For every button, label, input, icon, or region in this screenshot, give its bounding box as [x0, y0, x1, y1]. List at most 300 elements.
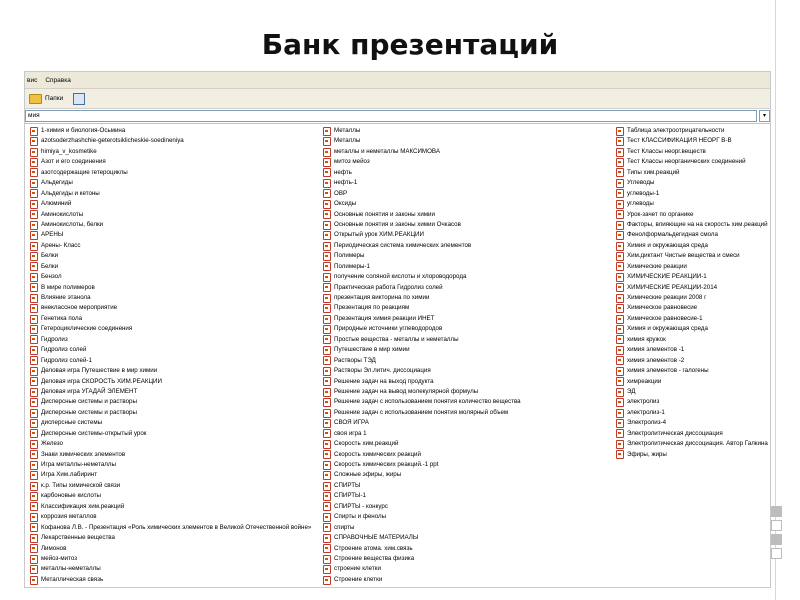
file-item-label: Знаки химических элементов	[41, 450, 126, 458]
file-item-label: Фенолформальдегидная смола	[627, 231, 718, 239]
file-item[interactable]	[616, 210, 768, 220]
presentation-file-icon	[30, 283, 38, 292]
file-item[interactable]	[616, 429, 768, 439]
file-item[interactable]	[323, 470, 521, 480]
file-item-label: Деловая игра СКОРОСТЬ ХИМ.РЕАКЦИИ	[41, 377, 162, 385]
presentation-file-icon	[616, 325, 624, 334]
file-item-label: азотсодержащие гетероциклы	[41, 168, 128, 176]
file-item[interactable]	[30, 439, 311, 449]
file-item[interactable]	[616, 314, 768, 324]
file-item[interactable]	[616, 147, 768, 157]
file-item[interactable]	[616, 377, 768, 387]
file-item-label: 1-химия и биология-Осьмина	[41, 127, 126, 134]
file-item-label: ЭД	[627, 387, 636, 395]
file-item-label: Эфиры, жиры	[627, 450, 667, 458]
file-item[interactable]	[323, 450, 521, 460]
file-item[interactable]	[30, 533, 311, 543]
presentation-file-icon	[30, 189, 38, 198]
file-item[interactable]	[323, 564, 521, 574]
presentation-file-icon	[616, 294, 624, 303]
file-item-label: Аминокислоты	[41, 210, 84, 218]
file-item-label: azotsoderzhashchie-geterotsiklicheskie-soedineniya	[41, 137, 184, 145]
presentation-file-icon	[616, 200, 624, 209]
file-item[interactable]	[30, 335, 311, 345]
file-item[interactable]	[30, 314, 311, 324]
presentation-file-icon	[30, 335, 38, 344]
presentation-file-icon	[323, 440, 331, 449]
file-item[interactable]	[323, 366, 521, 376]
file-item[interactable]	[323, 210, 521, 220]
file-item-label: Решение задач на выход продукта	[334, 377, 434, 385]
file-item[interactable]	[323, 387, 521, 397]
file-item-label: Химические реакции	[627, 262, 687, 270]
file-item[interactable]	[30, 324, 311, 334]
file-item-label: Строение вещества физика	[334, 554, 415, 562]
address-dropdown-button[interactable]: ▾	[759, 110, 770, 122]
file-item-label: Влияние этанола	[41, 294, 91, 301]
file-item[interactable]	[323, 283, 521, 293]
file-item-label: Деловая игра УГАДАЙ ЭЛЕМЕНТ	[41, 387, 138, 395]
file-item[interactable]	[30, 345, 311, 355]
presentation-file-icon	[323, 492, 331, 501]
presentation-file-icon	[30, 200, 38, 209]
file-item-label: Строение клетки	[334, 575, 383, 583]
presentation-file-icon	[30, 544, 38, 553]
presentation-file-icon	[616, 419, 624, 428]
file-item-label: Кофанова Л.В. - Презентация «Роль химических элементов в Великой Отечественной войне»	[41, 523, 312, 531]
toolbar	[25, 89, 770, 109]
file-item-label: В мире полимеров	[41, 283, 95, 291]
file-item[interactable]	[30, 481, 311, 491]
file-item-label: химреакции	[627, 377, 662, 385]
file-item[interactable]	[616, 439, 768, 449]
file-item-label: строение клетки	[334, 565, 381, 573]
presentation-file-icon	[616, 409, 624, 418]
file-item-label: Полимеры-1	[334, 262, 370, 270]
file-item[interactable]	[616, 241, 768, 251]
file-item-label: Гидролиз солей	[41, 346, 87, 354]
file-item-label: Презентация химия реакции ИНЕТ	[334, 314, 435, 322]
presentation-file-icon	[323, 398, 331, 407]
file-item-label: ХИМИЧЕСКИЕ РЕАКЦИИ-2014	[627, 283, 718, 291]
file-item-label: himiya_v_kosmetike	[41, 147, 97, 155]
file-item[interactable]	[616, 418, 768, 428]
file-item-label: Металлическая связь	[41, 575, 104, 583]
presentation-file-icon	[30, 565, 38, 574]
file-item[interactable]	[30, 418, 311, 428]
file-item[interactable]	[323, 314, 521, 324]
address-bar	[25, 109, 770, 124]
file-item[interactable]	[616, 157, 768, 167]
menu-item-service[interactable]: вис	[27, 76, 38, 84]
file-item[interactable]	[323, 345, 521, 355]
file-item[interactable]	[616, 293, 768, 303]
file-item[interactable]	[323, 491, 521, 501]
file-item[interactable]	[616, 283, 768, 293]
file-item[interactable]	[616, 178, 768, 188]
file-item[interactable]	[30, 147, 311, 157]
presentation-file-icon	[323, 461, 331, 470]
file-item-label: Игра металлы-неметаллы	[41, 461, 116, 468]
file-item-label: Химия и окружающая среда	[627, 241, 708, 249]
presentation-file-icon	[616, 242, 624, 251]
file-item-label: Строение атома. хим.связь	[334, 544, 413, 552]
file-item-label: химия элементов -2	[627, 356, 685, 364]
file-item[interactable]	[323, 335, 521, 345]
file-item[interactable]	[30, 189, 311, 199]
file-item[interactable]	[323, 356, 521, 366]
file-item[interactable]	[616, 136, 768, 146]
presentation-file-icon	[30, 137, 38, 146]
presentation-file-icon	[323, 576, 331, 585]
file-item[interactable]	[30, 450, 311, 460]
file-item-label: Гидролиз солей-1	[41, 356, 92, 364]
presentation-file-icon	[616, 273, 624, 282]
presentation-file-icon	[30, 440, 38, 449]
file-item[interactable]	[323, 251, 521, 261]
file-item-label: Открытый урок ХИМ.РЕАКЦИИ	[334, 231, 424, 239]
file-list-column	[30, 126, 311, 585]
file-item[interactable]	[323, 481, 521, 491]
file-item-label: Игра Хим.лабиринт	[41, 471, 98, 479]
file-item[interactable]	[30, 408, 311, 418]
presentation-file-icon	[616, 346, 624, 355]
presentation-file-icon	[616, 148, 624, 157]
file-item[interactable]	[323, 439, 521, 449]
file-list-column	[616, 126, 768, 460]
file-item[interactable]	[323, 523, 521, 533]
file-item-label: Гетероциклические соединения	[41, 325, 133, 333]
presentation-file-icon	[323, 137, 331, 146]
file-item-label: Железо	[41, 440, 63, 448]
presentation-file-icon	[30, 315, 38, 324]
file-item[interactable]	[30, 262, 311, 272]
file-item[interactable]	[616, 230, 768, 240]
file-item-label: Гидролиз	[41, 335, 68, 343]
file-item[interactable]	[30, 126, 311, 136]
presentation-file-icon	[30, 273, 38, 282]
presentation-file-icon	[323, 565, 331, 574]
presentation-file-icon	[30, 429, 38, 438]
file-item[interactable]	[323, 408, 521, 418]
file-list-column	[323, 126, 521, 585]
file-item-label: Скорость химических реакций.-1 ppt	[334, 461, 439, 468]
file-item[interactable]	[323, 429, 521, 439]
file-item[interactable]	[30, 303, 311, 313]
presentation-file-icon	[323, 315, 331, 324]
file-item[interactable]	[616, 356, 768, 366]
file-item[interactable]	[323, 241, 521, 251]
presentation-file-icon	[323, 221, 331, 230]
file-item-label: Альдегиды	[41, 179, 73, 187]
file-item[interactable]	[323, 377, 521, 387]
file-item[interactable]	[30, 523, 311, 533]
file-item[interactable]	[30, 220, 311, 230]
file-item-label: химия элементов -1	[627, 346, 685, 354]
file-item-label: Бензол	[41, 273, 62, 281]
file-item[interactable]	[323, 418, 521, 428]
presentation-file-icon	[616, 450, 624, 459]
file-list	[28, 123, 770, 587]
file-item[interactable]	[323, 397, 521, 407]
presentation-file-icon	[323, 388, 331, 397]
address-input[interactable]: мия	[25, 110, 757, 122]
file-item[interactable]	[616, 272, 768, 282]
file-item[interactable]	[616, 408, 768, 418]
file-item[interactable]	[30, 293, 311, 303]
file-item[interactable]	[30, 356, 311, 366]
presentation-file-icon	[30, 304, 38, 313]
file-item[interactable]	[323, 168, 521, 178]
file-item-label: ХИМИЧЕСКИЕ РЕАКЦИИ-1	[627, 273, 707, 281]
file-item[interactable]	[30, 470, 311, 480]
presentation-file-icon	[30, 242, 38, 251]
presentation-file-icon	[323, 252, 331, 261]
file-item[interactable]	[30, 283, 311, 293]
file-item[interactable]	[616, 345, 768, 355]
file-item[interactable]	[616, 262, 768, 272]
file-item[interactable]	[30, 251, 311, 261]
presentation-file-icon	[323, 231, 331, 240]
file-item[interactable]	[30, 397, 311, 407]
file-item[interactable]	[30, 544, 311, 554]
file-item-label: ОВР	[334, 189, 348, 197]
file-item-label: Полимеры	[334, 252, 365, 260]
presentation-file-icon	[323, 471, 331, 480]
file-item[interactable]	[323, 147, 521, 157]
file-item[interactable]	[616, 251, 768, 261]
presentation-file-icon	[323, 544, 331, 553]
file-item[interactable]	[323, 512, 521, 522]
file-item-label: Белки	[41, 252, 59, 260]
file-item-label: Природные источники углеводородов	[334, 325, 443, 333]
file-item[interactable]	[30, 564, 311, 574]
file-item-label: Альдегиды и кетоны	[41, 189, 100, 197]
file-item-label: Сложные эфиры, жиры	[334, 471, 402, 479]
file-item[interactable]	[323, 178, 521, 188]
file-item-label: Скорость химических реакций	[334, 450, 421, 458]
file-item-label: Решение задач на вывод молекулярной формулы	[334, 387, 479, 395]
presentation-file-icon	[30, 148, 38, 157]
file-item[interactable]	[30, 199, 311, 209]
presentation-file-icon	[616, 367, 624, 376]
presentation-file-icon	[30, 388, 38, 397]
presentation-file-icon	[616, 377, 624, 386]
file-item-label: Химия и окружающая среда	[627, 325, 708, 333]
file-item[interactable]	[616, 387, 768, 397]
file-item[interactable]	[30, 460, 311, 470]
file-item-label: углеводы	[627, 200, 654, 208]
presentation-file-icon	[323, 262, 331, 271]
file-item[interactable]	[323, 575, 521, 585]
presentation-file-icon	[30, 158, 38, 167]
file-item[interactable]	[323, 199, 521, 209]
file-item-label: Урок-зачет по органике	[627, 210, 694, 218]
file-item[interactable]	[30, 272, 311, 282]
presentation-file-icon	[30, 576, 38, 585]
file-item[interactable]	[616, 335, 768, 345]
presentation-file-icon	[30, 168, 38, 177]
presentation-file-icon	[616, 440, 624, 449]
file-item[interactable]	[323, 544, 521, 554]
file-item[interactable]	[30, 429, 311, 439]
file-item[interactable]	[30, 512, 311, 522]
file-item[interactable]	[323, 262, 521, 272]
file-item-label: Тест Классы неорганических соединений	[627, 158, 746, 166]
file-item[interactable]	[323, 157, 521, 167]
file-item[interactable]	[30, 210, 311, 220]
file-item[interactable]	[616, 450, 768, 460]
file-item-label: Дисперсные системы и растворы	[41, 398, 137, 406]
file-item[interactable]	[30, 168, 311, 178]
menu-item-help[interactable]: Справка	[45, 76, 71, 84]
presentation-file-icon	[30, 221, 38, 230]
file-item[interactable]	[616, 397, 768, 407]
file-item[interactable]	[30, 178, 311, 188]
file-item-label: электролиз-1	[627, 408, 665, 416]
presentation-file-icon	[30, 179, 38, 188]
file-item-label: коррозия металлов	[41, 513, 97, 521]
file-item[interactable]	[323, 554, 521, 564]
file-item-label: СВОЯ ИГРА	[334, 419, 369, 427]
presentation-file-icon	[323, 189, 331, 198]
presentation-file-icon	[616, 189, 624, 198]
presentation-file-icon	[323, 346, 331, 355]
file-item-label: АРЕНЫ	[41, 231, 64, 239]
presentation-file-icon	[323, 294, 331, 303]
file-item[interactable]	[323, 220, 521, 230]
presentation-file-icon	[616, 283, 624, 292]
file-item-label: Оксиды	[334, 200, 357, 208]
presentation-file-icon	[30, 513, 38, 522]
presentation-file-icon	[30, 346, 38, 355]
file-item-label: Практическая работа Гидролиз солей	[334, 283, 443, 291]
file-item[interactable]	[30, 157, 311, 167]
file-item[interactable]	[30, 502, 311, 512]
presentation-file-icon	[323, 409, 331, 418]
presentation-file-icon	[30, 231, 38, 240]
file-item-label: Решение задач с использованием понятия количество вещества	[334, 398, 521, 406]
file-item-label: Тест Классы неорг.веществ	[627, 147, 706, 155]
file-item-label: Периодическая система химических элементов	[334, 241, 472, 249]
folders-button[interactable]	[29, 94, 63, 104]
file-item[interactable]	[616, 303, 768, 313]
file-item[interactable]	[30, 491, 311, 501]
presentation-file-icon	[30, 127, 38, 136]
file-item[interactable]	[30, 377, 311, 387]
presentation-file-icon	[30, 450, 38, 459]
file-item-label: Презентация по реакциям	[334, 304, 410, 312]
file-item[interactable]	[323, 460, 521, 470]
presentation-file-icon	[30, 210, 38, 219]
file-item[interactable]	[616, 324, 768, 334]
presentation-file-icon	[30, 398, 38, 407]
file-item-label: Химические реакции 2008 г	[627, 294, 707, 301]
file-item-label: Простые вещества - металлы и неметаллы	[334, 335, 459, 343]
file-item[interactable]	[323, 502, 521, 512]
file-item[interactable]	[323, 303, 521, 313]
file-item-label: Металлы	[334, 127, 361, 134]
presentation-file-icon	[323, 419, 331, 428]
file-item[interactable]	[323, 272, 521, 282]
file-item-label: Белки	[41, 262, 59, 270]
file-item-label: митоз мейоз	[334, 158, 370, 166]
file-item-label: дисперсные системы	[41, 419, 103, 427]
file-item-label: Лекарственные вещества	[41, 534, 115, 542]
presentation-file-icon	[616, 315, 624, 324]
file-item-label: Классификация хим.реакций	[41, 502, 125, 510]
presentation-file-icon	[616, 221, 624, 230]
file-item[interactable]	[616, 220, 768, 230]
file-item-label: Электролитическая диссоциация	[627, 429, 723, 437]
file-item[interactable]	[30, 230, 311, 240]
file-item-label: Основные понятия и законы химии	[334, 210, 435, 218]
file-item-label: Путешествие в мир химии	[334, 346, 410, 354]
file-item[interactable]	[616, 366, 768, 376]
side-square-decoration	[771, 534, 782, 545]
presentation-file-icon	[323, 555, 331, 564]
file-item[interactable]	[323, 136, 521, 146]
explorer-window	[24, 71, 771, 588]
file-item-label: Электролитическая диссоциация. Автор Галкина	[627, 440, 768, 448]
presentation-file-icon	[323, 513, 331, 522]
file-item[interactable]	[30, 136, 311, 146]
side-square-decoration	[771, 520, 782, 531]
file-item[interactable]	[616, 189, 768, 199]
file-item-label: мейоз-митоз	[41, 554, 78, 562]
folder-icon	[29, 94, 42, 104]
presentation-file-icon	[323, 325, 331, 334]
presentation-file-icon	[323, 242, 331, 251]
presentation-file-icon	[30, 523, 38, 532]
file-item[interactable]	[30, 387, 311, 397]
file-item[interactable]	[616, 199, 768, 209]
presentation-file-icon	[30, 492, 38, 501]
file-item-label: к.р. Типы химической связи	[41, 481, 121, 489]
presentation-file-icon	[30, 409, 38, 418]
file-item[interactable]	[616, 126, 768, 136]
presentation-file-icon	[323, 200, 331, 209]
presentation-file-icon	[323, 168, 331, 177]
file-item-label: Электролиз-4	[627, 419, 667, 427]
file-item[interactable]	[30, 241, 311, 251]
file-item-label: внеклассное мероприятие	[41, 304, 118, 312]
presentation-file-icon	[616, 262, 624, 271]
file-item[interactable]	[323, 230, 521, 240]
file-item-label: презентация викторина по химии	[334, 294, 430, 301]
file-item[interactable]	[323, 324, 521, 334]
view-mode-icon[interactable]	[73, 93, 85, 105]
file-item[interactable]	[323, 126, 521, 136]
presentation-file-icon	[30, 356, 38, 365]
file-item[interactable]	[30, 366, 311, 376]
file-item[interactable]	[616, 168, 768, 178]
presentation-file-icon	[30, 502, 38, 511]
file-item[interactable]	[323, 189, 521, 199]
file-item[interactable]	[323, 533, 521, 543]
presentation-file-icon	[323, 179, 331, 188]
file-item-label: нефть-1	[334, 179, 358, 187]
file-item[interactable]	[323, 293, 521, 303]
presentation-file-icon	[323, 377, 331, 386]
presentation-file-icon	[30, 325, 38, 334]
file-item-label: электролиз	[627, 398, 660, 406]
presentation-file-icon	[30, 534, 38, 543]
file-item[interactable]	[30, 554, 311, 564]
file-item[interactable]	[30, 575, 311, 585]
presentation-file-icon	[616, 388, 624, 397]
presentation-file-icon	[323, 502, 331, 511]
